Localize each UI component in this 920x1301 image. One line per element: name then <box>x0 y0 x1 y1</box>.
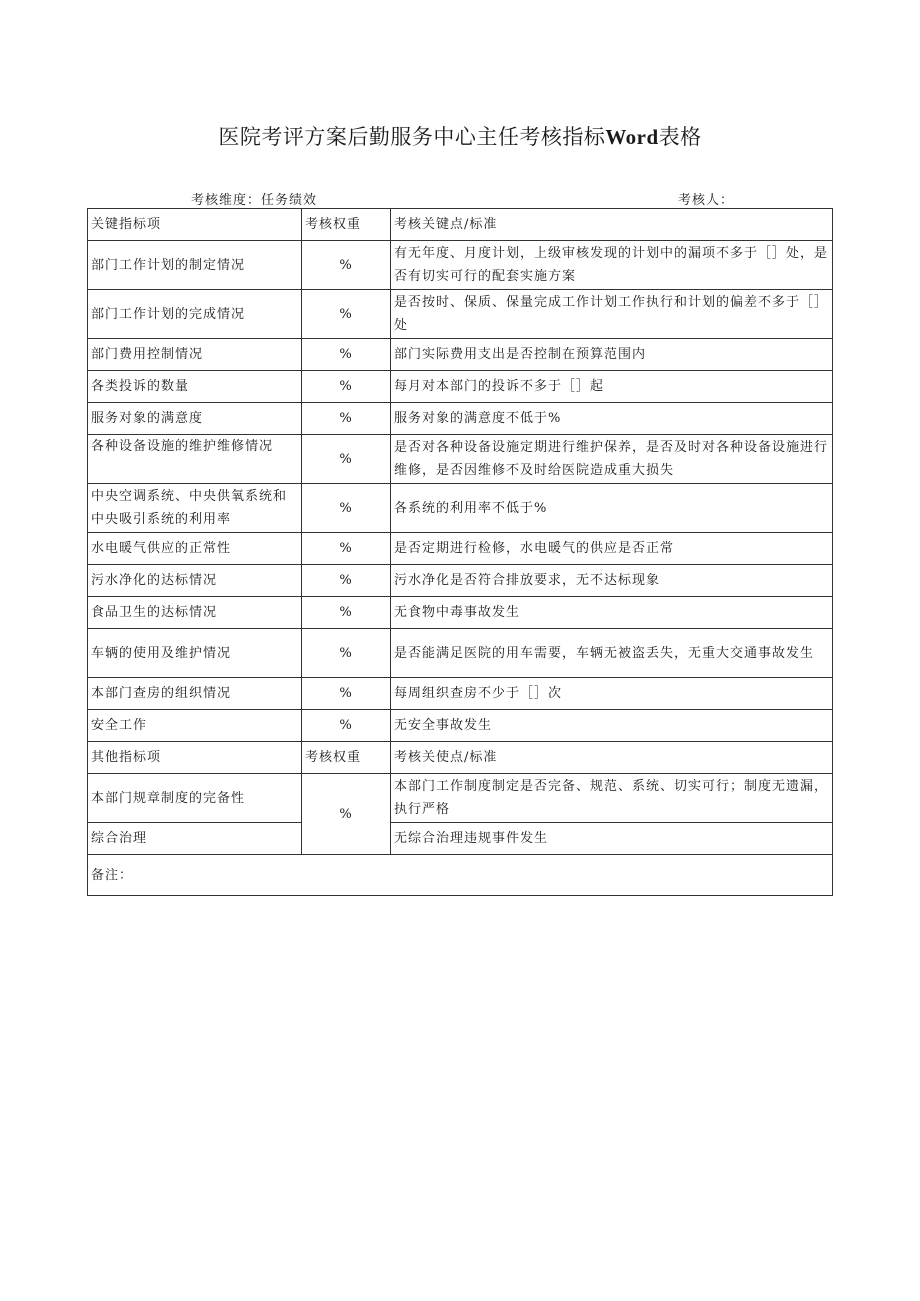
header-standard: 考核关键点/标准 <box>391 209 833 241</box>
row-standard: 各系统的利用率不低于% <box>391 484 833 533</box>
row-standard: 污水净化是否符合排放要求，无不达标现象 <box>391 565 833 597</box>
header-other-indicator: 其他指标项 <box>88 742 302 774</box>
row-item: 安全工作 <box>88 710 302 742</box>
row-item: 服务对象的满意度 <box>88 403 302 435</box>
row-item: 部门费用控制情况 <box>88 339 302 371</box>
table-row <box>88 435 833 484</box>
table-row <box>88 565 833 597</box>
table-row <box>88 371 833 403</box>
row-standard: 无安全事故发生 <box>391 710 833 742</box>
table-row <box>88 710 833 742</box>
row-weight: % <box>302 678 391 710</box>
header-weight: 考核权重 <box>302 742 391 774</box>
row-standard: 每周组织查房不少于［］次 <box>391 678 833 710</box>
table-header-row <box>88 209 833 241</box>
note-row <box>88 855 833 896</box>
row-standard: 是否能满足医院的用车需要，车辆无被盗丢失，无重大交通事故发生 <box>391 629 833 678</box>
table-row <box>88 241 833 290</box>
note-label: 备注： <box>88 855 833 896</box>
row-weight: % <box>302 290 391 339</box>
table-row <box>88 403 833 435</box>
table-row <box>88 290 833 339</box>
row-weight: % <box>302 241 391 290</box>
table-row <box>88 597 833 629</box>
table-row <box>88 629 833 678</box>
row-standard: 是否对各种设备设施定期进行维护保养，是否及时对各种设备设施进行维修，是否因维修不及时给医院造成重大损失 <box>391 435 833 484</box>
row-standard: 本部门工作制度制定是否完备、规范、系统、切实可行；制度无遗漏，执行严格 <box>391 774 833 823</box>
row-weight: % <box>302 403 391 435</box>
row-standard: 无综合治理违规事件发生 <box>391 823 833 855</box>
table-row <box>88 678 833 710</box>
table-row <box>88 484 833 533</box>
row-item: 各种设备设施的维护维修情况 <box>88 435 302 484</box>
row-weight: % <box>302 565 391 597</box>
header-weight: 考核权重 <box>302 209 391 241</box>
dimension-label: 考核维度：任务绩效 <box>191 193 318 208</box>
row-item: 污水净化的达标情况 <box>88 565 302 597</box>
row-item: 本部门查房的组织情况 <box>88 678 302 710</box>
row-weight: % <box>302 629 391 678</box>
table-row <box>88 533 833 565</box>
row-item: 中央空调系统、中央供氧系统和中央吸引系统的利用率 <box>88 484 302 533</box>
row-item: 水电暖气供应的正常性 <box>88 533 302 565</box>
row-standard: 部门实际费用支出是否控制在预算范围内 <box>391 339 833 371</box>
row-standard: 是否定期进行检修，水电暖气的供应是否正常 <box>391 533 833 565</box>
row-weight: % <box>302 710 391 742</box>
row-item: 部门工作计划的制定情况 <box>88 241 302 290</box>
row-standard: 服务对象的满意度不低于% <box>391 403 833 435</box>
row-weight: % <box>302 533 391 565</box>
page-title: 医院考评方案后勤服务中心主任考核指标Word表格 <box>218 125 702 149</box>
row-weight: % <box>302 484 391 533</box>
row-weight: % <box>302 774 391 855</box>
row-weight: % <box>302 371 391 403</box>
row-standard: 是否按时、保质、保量完成工作计划工作执行和计划的偏差不多于［］处 <box>391 290 833 339</box>
assessor-label: 考核人： <box>678 193 735 208</box>
row-weight: % <box>302 597 391 629</box>
header-key-indicator: 关键指标项 <box>88 209 302 241</box>
row-standard: 无食物中毒事故发生 <box>391 597 833 629</box>
row-standard: 每月对本部门的投诉不多于［］起 <box>391 371 833 403</box>
assessment-table <box>87 208 833 896</box>
row-weight: % <box>302 435 391 484</box>
table-row <box>88 774 833 823</box>
row-item: 食品卫生的达标情况 <box>88 597 302 629</box>
row-item: 综合治理 <box>88 823 302 855</box>
row-item: 车辆的使用及维护情况 <box>88 629 302 678</box>
row-item: 本部门规章制度的完备性 <box>88 774 302 823</box>
row-weight: % <box>302 339 391 371</box>
row-item: 各类投诉的数量 <box>88 371 302 403</box>
other-header-row <box>88 742 833 774</box>
row-standard: 有无年度、月度计划，上级审核发现的计划中的漏项不多于［］处，是否有切实可行的配套实施方案 <box>391 241 833 290</box>
table-row <box>88 823 833 855</box>
row-item: 部门工作计划的完成情况 <box>88 290 302 339</box>
header-standard: 考核关使点/标准 <box>391 742 833 774</box>
table-row <box>88 339 833 371</box>
